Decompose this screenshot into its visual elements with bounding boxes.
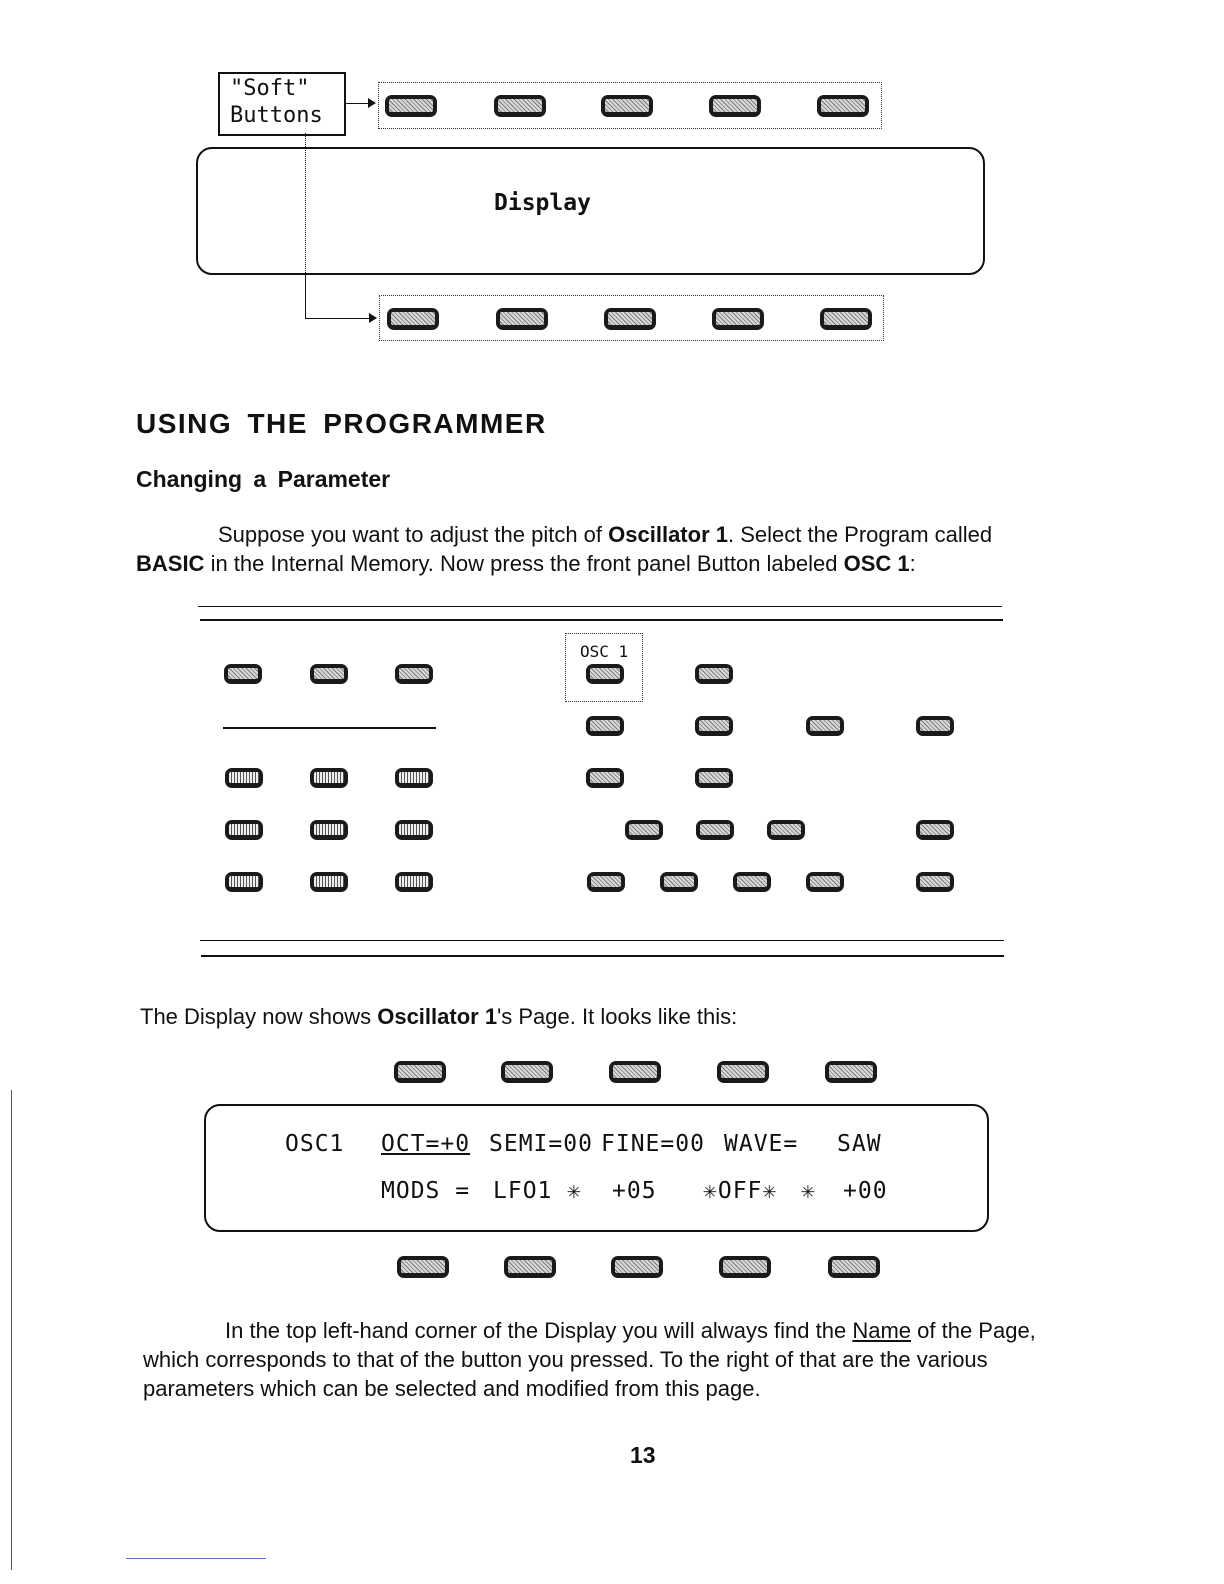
soft-button-top-3[interactable] [601,95,653,117]
para1-bold-basic: BASIC [136,551,205,576]
section-heading: USING THE PROGRAMMER [136,408,547,439]
osc1-button[interactable] [586,664,624,684]
para1-text-3: in the Internal Memory. Now press the front panel Button labeled [204,551,844,576]
soft-button-top-1[interactable] [394,1061,446,1083]
para2-bold-oscillator: Oscillator 1 [377,1004,498,1029]
lcd-amount-2: +00 [843,1178,888,1204]
arrow-line-bottom [305,318,371,319]
panel-rule-top-1 [198,606,1002,607]
paragraph-1 [136,520,1136,578]
lcd-display-frame [204,1104,989,1232]
soft-button-bottom-3[interactable] [604,308,656,330]
lcd-wave-value: SAW [837,1131,882,1157]
soft-button-top-4[interactable] [709,95,761,117]
para3-text-2: of the Page, [911,1318,1036,1343]
osc1-button-label: OSC 1 [580,642,629,661]
soft-button-top-1[interactable] [385,95,437,117]
para2-text-1: The Display now shows [140,1004,378,1029]
soft-button-top-5[interactable] [817,95,869,117]
soft-button-top-5[interactable] [825,1061,877,1083]
soft-button-bottom-4[interactable] [712,308,764,330]
panel-button[interactable] [225,820,263,840]
lcd-oct-param: OCT=+0 [381,1131,471,1157]
soft-button-bottom-1[interactable] [397,1256,449,1278]
panel-button[interactable] [733,872,771,892]
panel-button[interactable] [695,716,733,736]
para1-text-4: : [909,551,916,576]
scan-line-left [11,1090,12,1570]
panel-button[interactable] [806,872,844,892]
para3-line-3: parameters which can be selected and modified from this page. [143,1376,761,1401]
soft-button-top-2[interactable] [501,1061,553,1083]
panel-button[interactable] [586,716,624,736]
arrow-head-bottom [369,313,377,323]
panel-button[interactable] [916,716,954,736]
para1-bold-oscillator: Oscillator 1 [608,522,728,547]
arrow-line-top [344,103,370,104]
panel-button[interactable] [695,664,733,684]
page-number: 13 [630,1442,656,1468]
soft-button-top-2[interactable] [494,95,546,117]
panel-button[interactable] [395,820,433,840]
soft-buttons-label-line1: "Soft" [230,76,310,101]
panel-button[interactable] [586,768,624,788]
panel-button[interactable] [806,716,844,736]
para3-text-1: In the top left-hand corner of the Display you will always find the [225,1318,853,1343]
lcd-fine-param: FINE=00 [601,1131,705,1157]
subheading: Changing a Parameter [136,466,391,492]
soft-button-bottom-3[interactable] [611,1256,663,1278]
panel-button[interactable] [767,820,805,840]
lcd-lfo-source: LFO1 [493,1178,553,1204]
panel-rule-top-2 [200,619,1003,621]
display-label: Display [494,190,591,216]
panel-button[interactable] [224,664,262,684]
panel-button[interactable] [587,872,625,892]
soft-button-bottom-4[interactable] [719,1256,771,1278]
para2-text-3: It looks like this: [575,1004,738,1029]
connector-vertical-lower [305,274,306,318]
lcd-star-1: ✳ [567,1178,582,1204]
para2-text-2: 's Page. [497,1004,576,1029]
panel-button[interactable] [225,768,263,788]
lcd-mods-label: MODS = [381,1178,471,1204]
lcd-wave-param: WAVE= [724,1131,799,1157]
soft-buttons-label-box [218,72,346,136]
lcd-semi-param: SEMI=00 [489,1131,593,1157]
panel-button[interactable] [395,872,433,892]
para3-underline-name: Name [852,1318,912,1343]
panel-button[interactable] [696,820,734,840]
panel-button[interactable] [916,820,954,840]
para3-line-2: which corresponds to that of the button you pressed. To the right of that are the various [143,1347,988,1372]
scan-rule-bottom [126,1558,266,1559]
panel-button[interactable] [310,872,348,892]
soft-button-bottom-1[interactable] [387,308,439,330]
arrow-head-top [368,98,376,108]
panel-rule-bottom-1 [200,940,1004,941]
soft-button-bottom-2[interactable] [496,308,548,330]
panel-rule-bottom-2 [201,955,1004,957]
lcd-page-name: OSC1 [285,1131,345,1157]
panel-button[interactable] [225,872,263,892]
panel-button[interactable] [310,664,348,684]
panel-button[interactable] [395,768,433,788]
panel-button[interactable] [660,872,698,892]
para1-text-1: Suppose you want to adjust the pitch of [218,522,609,547]
soft-button-top-3[interactable] [609,1061,661,1083]
soft-button-top-4[interactable] [717,1061,769,1083]
panel-divider [223,727,436,729]
panel-button[interactable] [310,768,348,788]
lcd-off-source: ✳OFF✳ [703,1178,778,1204]
panel-button[interactable] [625,820,663,840]
soft-button-bottom-5[interactable] [820,308,872,330]
paragraph-2 [140,1002,737,1031]
lcd-amount-1: +05 [612,1178,657,1204]
paragraph-3 [143,1316,1143,1403]
soft-buttons-label-line2: Buttons [230,103,323,128]
soft-button-bottom-2[interactable] [504,1256,556,1278]
soft-button-bottom-5[interactable] [828,1256,880,1278]
panel-button[interactable] [916,872,954,892]
panel-button[interactable] [695,768,733,788]
panel-button[interactable] [310,820,348,840]
para1-text-2: . Select the Program called [728,522,993,547]
para1-bold-osc1: OSC 1 [843,551,910,576]
panel-button[interactable] [395,664,433,684]
lcd-star-2: ✳ [801,1178,816,1204]
